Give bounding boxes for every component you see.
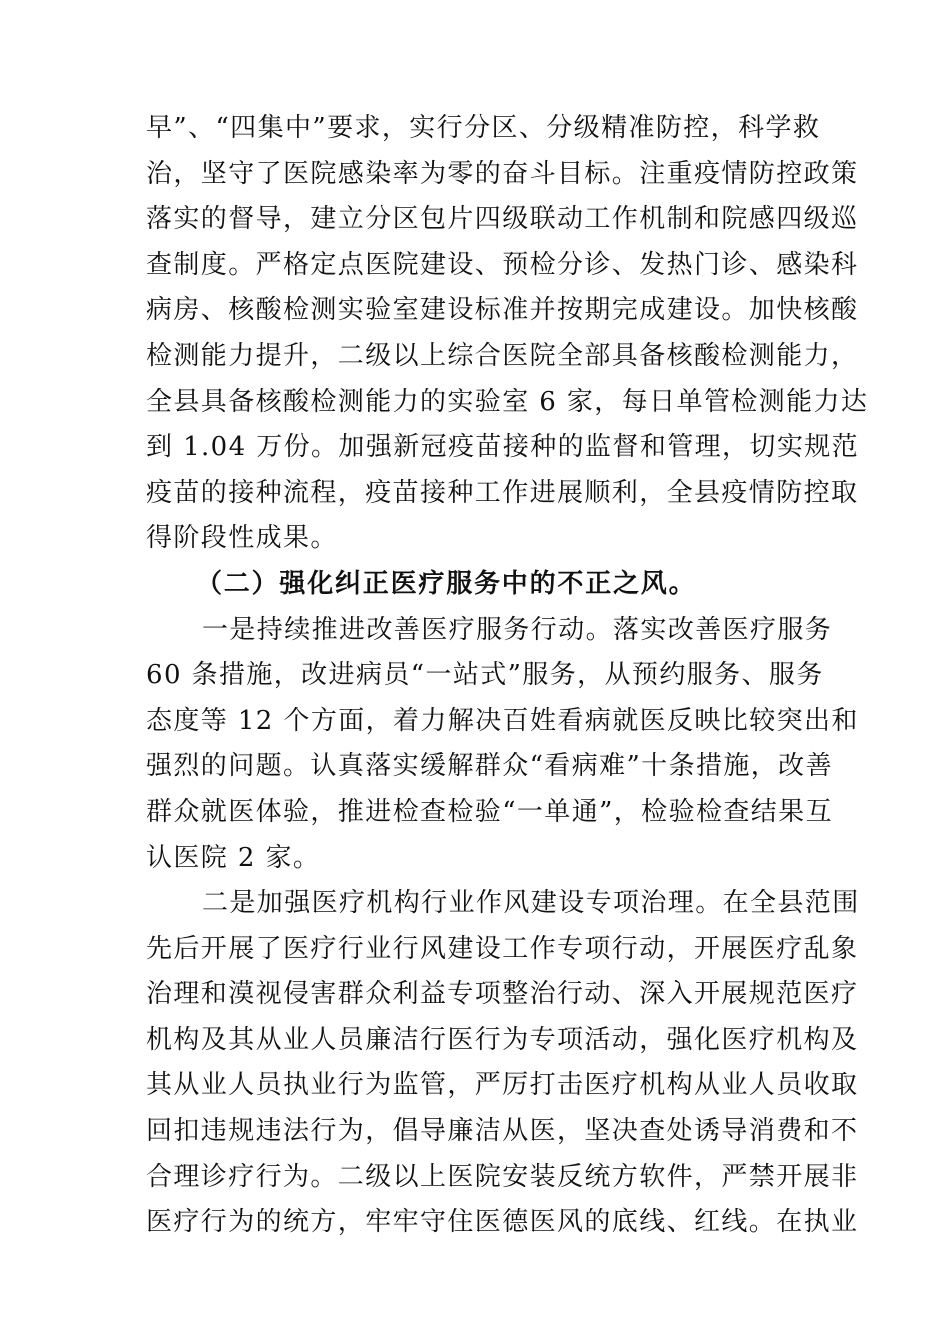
text-line: 治，坚守了医院感染率为零的奋斗目标。注重疫情防控政策	[146, 158, 859, 189]
section-heading: （二）强化纠正医疗服务中的不正之风。	[196, 568, 697, 599]
text-line: 医疗行为的统方，牢牢守住医德医风的底线、红线。在执业	[146, 1207, 859, 1238]
text-line: 群众就医体验，推进检查检验“一单通”，检验检查结果互	[146, 796, 833, 827]
text-line: 检测能力提升，二级以上综合医院全部具备核酸检测能力，	[146, 340, 859, 371]
text-line: 治理和漠视侵害群众利益专项整治行动、深入开展规范医疗	[146, 979, 859, 1010]
text-line: 全县具备核酸检测能力的实验室 6 家，每日单管检测能力达	[146, 386, 869, 417]
text-line-paragraph-end: 得阶段性成果。	[146, 523, 338, 554]
text-line: 其从业人员执业行为监管，严厉打击医疗机构从业人员收取	[146, 1070, 859, 1101]
text-line: 先后开展了医疗行业行风建设工作专项行动，开展医疗乱象	[146, 933, 859, 964]
text-line: 60 条措施，改进病员“一站式”服务，从预约服务、服务	[146, 660, 824, 691]
text-line: 病房、核酸检测实验室建设标准并按期完成建设。加快核酸	[146, 295, 859, 326]
text-line: 回扣违规违法行为，倡导廉洁从医，坚决查处诱导消费和不	[146, 1116, 859, 1147]
text-line: 落实的督导，建立分区包片四级联动工作机制和院感四级巡	[146, 204, 859, 235]
text-line: 强烈的问题。认真落实缓解群众“看病难”十条措施，改善	[146, 751, 833, 782]
text-line: 态度等 12 个方面，着力解决百姓看病就医反映比较突出和	[146, 705, 859, 736]
text-line: 到 1.04 万份。加强新冠疫苗接种的监督和管理，切实规范	[146, 432, 860, 463]
paragraph-first-line: 二是加强医疗机构行业作风建设专项治理。在全县范围	[202, 888, 860, 919]
text-line: 查制度。严格定点医院建设、预检分诊、发热门诊、感染科	[146, 249, 859, 280]
text-line-paragraph-end: 认医院 2 家。	[146, 842, 321, 873]
paragraph-first-line: 一是持续推进改善医疗服务行动。落实改善医疗服务	[202, 614, 833, 645]
body-text	[146, 106, 869, 1246]
text-line: 合理诊疗行为。二级以上医院安装反统方软件，严禁开展非	[146, 1161, 859, 1192]
text-line: 疫苗的接种流程，疫苗接种工作进展顺利，全县疫情防控取	[146, 477, 859, 508]
text-line: 早”、“四集中”要求，实行分区、分级精准防控，科学救	[146, 113, 821, 143]
text-line: 机构及其从业人员廉洁行医行为专项活动，强化医疗机构及	[146, 1024, 859, 1055]
